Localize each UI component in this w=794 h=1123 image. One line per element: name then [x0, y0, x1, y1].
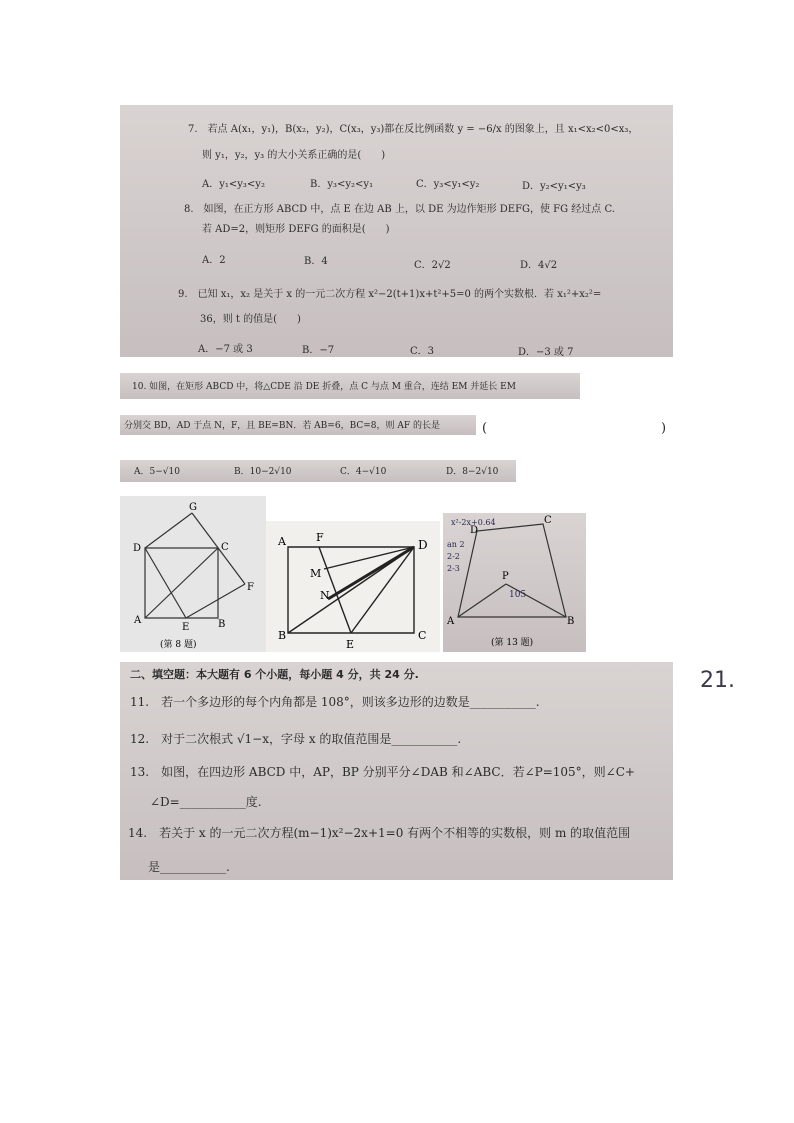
fig10-label-f: F: [316, 531, 324, 544]
fig10-label-a: A: [278, 535, 286, 548]
margin-handwritten-note: 21.: [700, 668, 735, 693]
q7-option-a: A．y₁<y₃<y₂: [202, 179, 265, 190]
fig13-label-p: P: [502, 571, 509, 582]
fig10-label-c: C: [418, 629, 427, 642]
fig10-label-b: B: [278, 629, 287, 642]
q7-stem: 7. 若点 A(x₁，y₁)，B(x₂，y₂)，C(x₃，y₃)都在反比例函数 y = −6/x 的图象上，且 x₁<x₂<0<x₃，: [188, 124, 639, 135]
q9-stem-2: 36，则 t 的值是( ): [200, 314, 301, 325]
fig8-label-f: F: [247, 582, 254, 593]
fig10-label-e: E: [346, 638, 355, 651]
q10-answer-paren-right: ): [661, 421, 667, 436]
q8-option-c: C．2√2: [414, 260, 451, 271]
fig13-label-b: B: [567, 616, 575, 627]
q9-option-b: B．−7: [302, 345, 335, 356]
fig13-scribble-4: 2-3: [447, 564, 460, 573]
q10-option-a: A．5−√10: [134, 467, 180, 477]
q7-option-b: B．y₃<y₂<y₁: [310, 179, 374, 190]
q10-stem-2: 分别交 BD，AD 于点 N，F，且 BE=BN．若 AB=6，BC=8，则 AF 的长是: [124, 421, 440, 431]
q10-option-c: C．4−√10: [340, 467, 387, 477]
q13-line-1: 13. 如图，在四边形 ABCD 中，AP，BP 分别平分∠DAB 和∠ABC．若∠P=105°，则∠C+: [130, 765, 635, 779]
q10-option-d: D．8−2√10: [446, 467, 499, 477]
fig13-scribble-2: an 2: [447, 540, 465, 549]
q9-option-a: A．−7 或 3: [198, 344, 253, 355]
fig13-caption: (第 13 题): [491, 638, 534, 648]
q9-option-c: C．3: [410, 346, 435, 357]
q12: 12. 对于二次根式 √1−x，字母 x 的取值范围是___________.: [130, 732, 462, 746]
fig13-angle-105: 105: [509, 590, 527, 600]
fig8-label-a: A: [134, 615, 142, 626]
q10-strip-1: [120, 373, 580, 399]
section-2-photo: [120, 662, 673, 880]
questions-7-9-photo: [120, 105, 673, 357]
fig8-label-b: B: [218, 619, 226, 630]
fig13-label-a: A: [447, 616, 455, 627]
q10-stem: 10. 如图，在矩形 ABCD 中，将△CDE 沿 DE 折叠，点 C 与点 M 重合，连结 EM 并延长 EM: [132, 382, 516, 392]
q8-option-a: A．2: [202, 255, 226, 266]
figure-10-diagram: [266, 521, 440, 652]
q14-line-2: 是___________.: [148, 860, 230, 874]
fig13-scribble-3: 2-2: [447, 552, 460, 561]
q9-stem: 9. 已知 x₁，x₂ 是关于 x 的一元二次方程 x²−2(t+1)x+t²+5=0 的两个实数根．若 x₁²+x₂²=: [178, 289, 602, 300]
fig10-label-d: D: [418, 538, 428, 552]
q7-stem-2: 则 y₁，y₂，y₃ 的大小关系正确的是( ): [202, 150, 386, 161]
q8-stem: 8. 如图，在正方形 ABCD 中，点 E 在边 AB 上，以 DE 为边作矩形 DEFG，使 FG 经过点 C.: [184, 204, 615, 215]
fig8-label-d: D: [133, 543, 142, 554]
q9-option-d: D．−3 或 7: [518, 347, 574, 357]
fig13-label-c: C: [544, 515, 552, 526]
q7-option-c: C．y₃<y₁<y₂: [416, 179, 480, 190]
figure-8: [120, 496, 266, 652]
q10-strip-2: [120, 415, 476, 435]
q7-option-d: D．y₂<y₁<y₃: [522, 181, 586, 192]
q14-line-1: 14. 若关于 x 的一元二次方程(m−1)x²−2x+1=0 有两个不相等的实数根，则 m 的取值范围: [128, 826, 631, 840]
q8-option-b: B．4: [304, 256, 328, 267]
fig13-label-d: D: [470, 525, 479, 536]
section-2-heading: 二、填空题：本大题有 6 个小题，每小题 4 分，共 24 分.: [130, 668, 419, 681]
q10-answer-paren-left: (: [482, 421, 488, 436]
fig10-label-n: N: [320, 589, 330, 602]
q10-options-strip: [120, 460, 516, 482]
figure-8-diagram: [120, 496, 266, 652]
fig8-caption: (第 8 题): [160, 640, 197, 650]
figure-13: [443, 513, 586, 652]
fig8-label-c: C: [221, 542, 229, 553]
q11: 11. 若一个多边形的每个内角都是 108°，则该多边形的边数是___________.: [130, 695, 540, 709]
q10-option-b: B．10−2√10: [234, 467, 292, 477]
q8-stem-2: 若 AD=2，则矩形 DEFG 的面积是( ): [202, 224, 390, 235]
fig13-scribble-1: x²-2x+0.64: [451, 518, 496, 527]
fig10-label-m: M: [310, 567, 322, 580]
figure-13-diagram: [443, 513, 586, 652]
figure-10: [266, 521, 440, 652]
q8-option-d: D．4√2: [520, 260, 558, 271]
fig8-label-e: E: [182, 622, 190, 633]
q13-line-2: ∠D=___________度.: [150, 795, 262, 809]
fig8-label-g: G: [189, 502, 197, 513]
